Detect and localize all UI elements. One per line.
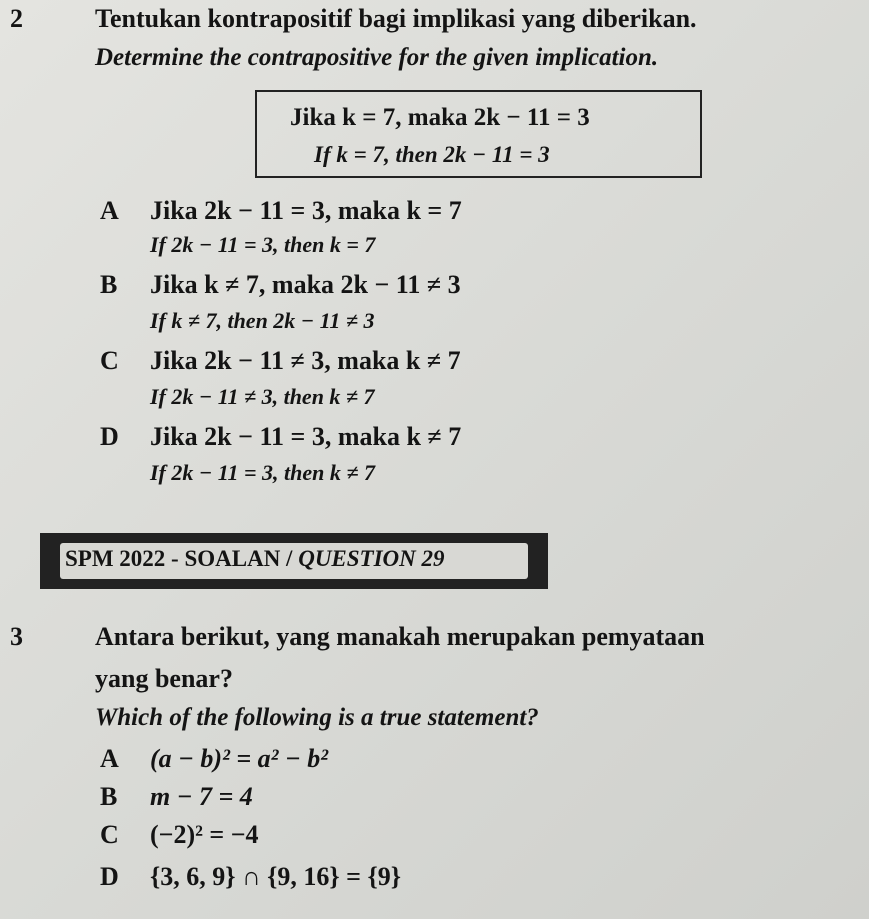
option-a-ms: Jika 2k − 11 = 3, maka k = 7 xyxy=(150,196,462,225)
option-d-text: {3, 6, 9} ∩ {9, 16} = {9} xyxy=(150,862,401,891)
option-c-en: If 2k − 11 ≠ 3, then k ≠ 7 xyxy=(150,384,375,409)
option-letter: B xyxy=(100,270,118,299)
option-b-ms: Jika k ≠ 7, maka 2k − 11 ≠ 3 xyxy=(150,270,461,299)
option-letter: C xyxy=(100,820,119,849)
option-letter: D xyxy=(100,862,119,891)
option-letter: A xyxy=(100,196,119,225)
option-letter: C xyxy=(100,346,119,375)
option-c-ms: Jika 2k − 11 ≠ 3, maka k ≠ 7 xyxy=(150,346,461,375)
question-3-number: 3 xyxy=(10,622,23,651)
option-letter: B xyxy=(100,782,118,811)
implication-en: If k = 7, then 2k − 11 = 3 xyxy=(314,142,550,167)
question-2-title-en: Determine the contrapositive for the given implication. xyxy=(95,44,659,71)
question-3-title-en: Which of the following is a true statement? xyxy=(95,704,539,731)
option-d-en: If 2k − 11 = 3, then k ≠ 7 xyxy=(150,460,375,485)
question-3-title-ms-2: yang benar? xyxy=(95,664,233,693)
option-a-en: If 2k − 11 = 3, then k = 7 xyxy=(150,232,376,257)
question-3-title-ms-1: Antara berikut, yang manakah merupakan pemyataan xyxy=(95,622,705,651)
option-letter: A xyxy=(100,744,119,773)
banner-label: SPM 2022 - SOALAN / QUESTION 29 xyxy=(65,546,445,571)
implication-ms: Jika k = 7, maka 2k − 11 = 3 xyxy=(290,104,590,131)
option-letter: D xyxy=(100,422,119,451)
option-c-text: (−2)² = −4 xyxy=(150,820,259,849)
question-2-title-ms: Tentukan kontrapositif bagi implikasi yang diberikan. xyxy=(95,4,697,33)
question-2-number: 2 xyxy=(10,4,23,33)
option-a-text: (a − b)² = a² − b² xyxy=(150,744,329,773)
option-d-ms: Jika 2k − 11 = 3, maka k ≠ 7 xyxy=(150,422,462,451)
option-b-en: If k ≠ 7, then 2k − 11 ≠ 3 xyxy=(150,308,375,333)
option-b-text: m − 7 = 4 xyxy=(150,782,253,811)
